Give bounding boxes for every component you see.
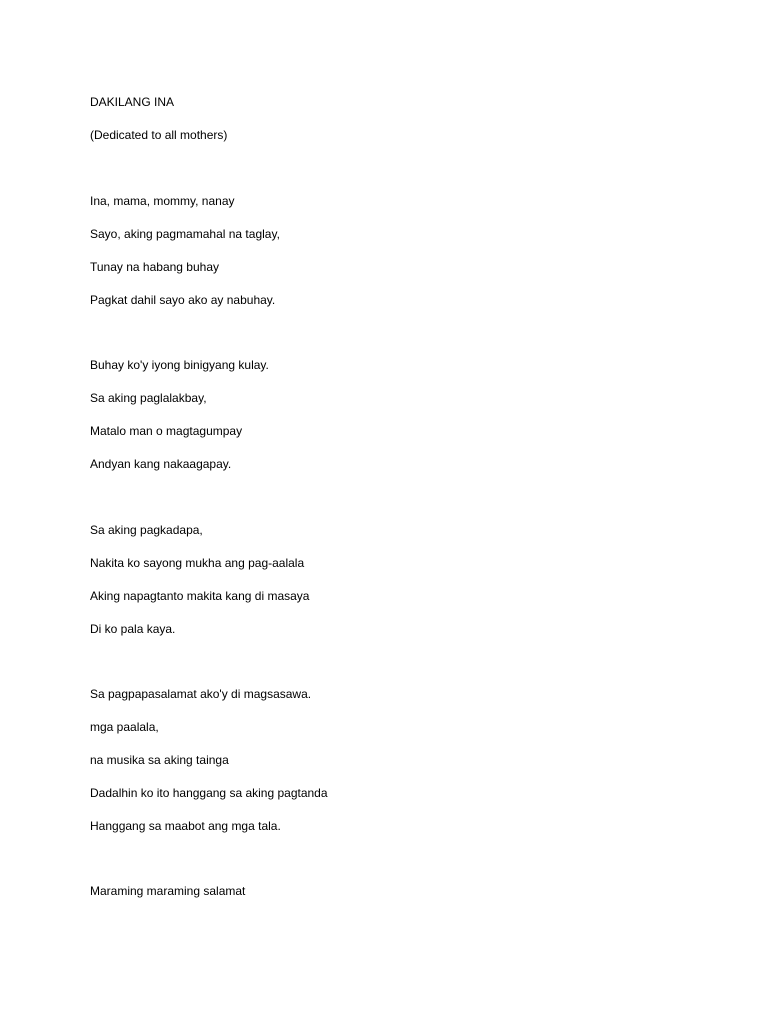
poem-line: Sa aking paglalakbay, bbox=[90, 391, 207, 405]
poem-dedication: (Dedicated to all mothers) bbox=[90, 128, 228, 142]
poem-line: Aking napagtanto makita kang di masaya bbox=[90, 589, 310, 603]
poem-title: DAKILANG INA bbox=[90, 95, 175, 109]
poem-line: Andyan kang nakaagapay. bbox=[90, 457, 232, 471]
poem-line: Sa aking pagkadapa, bbox=[90, 523, 203, 537]
poem-line: Sa pagpapasalamat ako'y di magsasawa. bbox=[90, 687, 312, 701]
poem-line: Di ko pala kaya. bbox=[90, 622, 176, 636]
poem-line: Hanggang sa maabot ang mga tala. bbox=[90, 819, 281, 833]
poem-closing-line: Maraming maraming salamat bbox=[90, 884, 246, 898]
poem-line: Buhay ko'y iyong binigyang kulay. bbox=[90, 358, 269, 372]
poem-line: Matalo man o magtagumpay bbox=[90, 424, 243, 438]
poem-line: Nakita ko sayong mukha ang pag-aalala bbox=[90, 556, 305, 570]
poem-line: Ina, mama, mommy, nanay bbox=[90, 194, 235, 208]
poem-line: Sayo, aking pagmamahal na taglay, bbox=[90, 227, 280, 241]
poem-line: Dadalhin ko ito hanggang sa aking pagtanda bbox=[90, 786, 328, 800]
poem-line: Pagkat dahil sayo ako ay nabuhay. bbox=[90, 293, 276, 307]
poem-line: na musika sa aking tainga bbox=[90, 753, 229, 767]
poem-line: Tunay na habang buhay bbox=[90, 260, 219, 274]
poem-line: mga paalala, bbox=[90, 720, 159, 734]
